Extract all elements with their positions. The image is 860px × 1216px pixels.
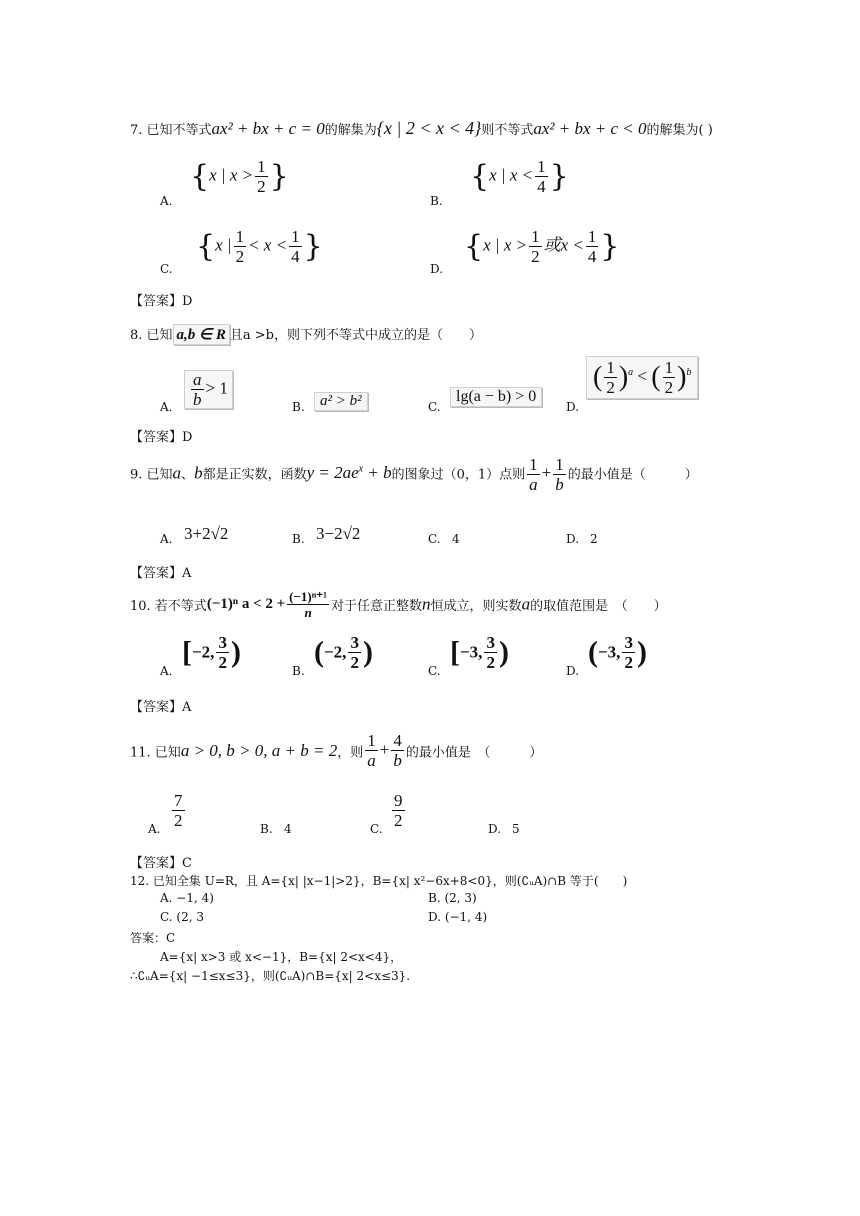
q7-option-a: {x | x > $\frac{1}{2}$ } xyxy=(190,157,289,196)
frac-den: b xyxy=(555,475,564,494)
q9-option-c-label: C. xyxy=(428,532,441,546)
frac-den: 2 xyxy=(664,378,674,397)
q7-option-b-label: B. xyxy=(430,194,443,208)
q9-sep: 、 xyxy=(181,467,195,483)
q7-option-d-label: D. xyxy=(430,262,444,276)
frac-num: 1 xyxy=(235,227,245,246)
q8-option-d: ( $\frac{1}{2}$ )$^a$ < ( $\frac{1}{2}$ )$^b$ xyxy=(586,356,698,399)
frac-num: 3 xyxy=(624,633,633,652)
q11-suffix: 的最小值是 （ ） xyxy=(405,745,543,761)
q7-option-a-text: x | x > xyxy=(209,165,254,185)
frac-num: 3 xyxy=(486,633,495,652)
bracket-open: ( xyxy=(588,635,598,669)
frac-num: 1 xyxy=(664,358,674,377)
q9-stem xyxy=(130,456,698,493)
q10-option-d-label: D. xyxy=(566,664,580,678)
exp-b: b xyxy=(686,366,692,378)
interval-start: −3, xyxy=(598,642,621,662)
q8-prefix: 8. 已知 xyxy=(130,328,173,343)
q10-option-b xyxy=(314,634,373,671)
q12-option-a: A. −1, 4) xyxy=(160,891,214,905)
q7-option-d: {x | x > $\frac{1}{2}$ 或x < $\frac{1}{4}$ } xyxy=(464,227,620,266)
q8-option-c-label: C. xyxy=(428,400,441,414)
frac-num: 1 xyxy=(555,455,564,474)
q10-lhs: (−1)ⁿ a < 2 + xyxy=(206,596,286,612)
frac-num: 1 xyxy=(257,157,266,176)
q12-solution-line1: A={x| x>3 或 x<−1}，B={x| 2<x<4}， xyxy=(160,950,403,964)
q8-option-d-label: D. xyxy=(566,400,580,414)
q11-option-a xyxy=(170,792,187,829)
q10-option-c xyxy=(450,634,509,671)
frac-num: 7 xyxy=(174,791,183,810)
q11-prefix: 11. 已知 xyxy=(130,745,181,761)
less-than: < xyxy=(637,366,647,386)
q10-mid: 对于任意正整数 xyxy=(331,599,423,614)
q8-option-a-tail: > 1 xyxy=(205,378,228,398)
frac-den: b xyxy=(393,751,402,770)
frac-den: n xyxy=(304,605,312,620)
var-b: b xyxy=(194,463,203,483)
q10-option-a-label: A. xyxy=(160,664,173,678)
q8-option-c xyxy=(450,386,542,407)
q7-option-d-pre: x | x > xyxy=(483,235,528,255)
q11-option-d-label: D. xyxy=(488,822,502,836)
q9-function-exp: x xyxy=(358,463,364,475)
frac-num: 3 xyxy=(218,633,227,652)
q10-suffix: 的取值范围是 （ ） xyxy=(530,599,667,614)
q9-mid2: 的图象过（0，1）点则 xyxy=(391,467,526,483)
interval-start: −3, xyxy=(460,642,483,662)
q7-option-c-mid: < x < xyxy=(248,235,288,255)
q11-option-d: 5 xyxy=(512,822,520,836)
frac-num: 1 xyxy=(606,358,615,377)
q8-option-a-label: A. xyxy=(160,400,173,414)
bracket-close: ) xyxy=(498,635,509,669)
q7-option-c: {x | $\frac{1}{2}$ < x < $\frac{1}{4}$ } xyxy=(196,227,323,266)
q9-function-main: y = 2ae xyxy=(306,463,359,483)
frac-den: 2 xyxy=(350,653,359,672)
var-a: a xyxy=(172,463,182,483)
frac-num: (−1)ⁿ⁺¹ xyxy=(289,589,328,604)
var-n: n xyxy=(422,594,431,614)
q7-option-b-text: x | x < xyxy=(489,165,534,185)
frac-den: a xyxy=(367,751,376,770)
q9-suffix: 的最小值是（ ） xyxy=(567,467,698,483)
q10-option-a xyxy=(182,634,241,671)
exp-a: a xyxy=(628,366,634,378)
q8-stem xyxy=(130,324,482,345)
q10-option-d xyxy=(588,634,647,671)
plus: + xyxy=(541,463,552,483)
frac-num: 9 xyxy=(394,791,403,810)
q9-option-a: 3+2√2 xyxy=(184,524,229,543)
var-a: a xyxy=(521,594,531,614)
frac-num: 3 xyxy=(350,633,359,652)
q9-option-c: 4 xyxy=(452,532,460,546)
frac-num: 1 xyxy=(537,157,546,176)
q10-option-b-label: B. xyxy=(292,664,305,678)
q12-solution-line2: ∴∁ᵤA={x| −1≤x≤3}，则(∁ᵤA)∩B={x| 2<x≤3}. xyxy=(130,969,411,983)
q7-set: {x | 2 < x < 4} xyxy=(376,118,482,138)
q9-function-tail: + b xyxy=(363,463,392,483)
q8-option-b xyxy=(314,390,368,411)
frac-num: 1 xyxy=(367,731,376,750)
q9-function xyxy=(307,463,392,482)
q12-stem: 12. 已知全集 U=R，且 A={x| |x−1|>2}，B={x| x²−6x+8<0}，则(∁ᵤA)∩B 等于( ) xyxy=(130,874,628,888)
q12-answer: 答案：C xyxy=(130,931,176,945)
q12-option-d: D. (−1, 4) xyxy=(428,910,488,924)
q9-prefix: 9. 已知 xyxy=(130,467,173,483)
q11-condition: a > 0, b > 0, a + b = 2 xyxy=(180,740,338,760)
q11-option-b: 4 xyxy=(284,822,292,836)
q11-option-b-label: B. xyxy=(260,822,273,836)
frac-den: 4 xyxy=(537,177,546,196)
bracket-close: ) xyxy=(636,635,647,669)
frac-den: 2 xyxy=(624,653,633,672)
interval-start: −2, xyxy=(324,642,347,662)
q7-equation: ax² + bx + c = 0 xyxy=(211,119,325,138)
q8-answer: 【答案】D xyxy=(130,430,193,445)
q12-option-b: B. (2, 3) xyxy=(428,891,477,905)
frac-num: a xyxy=(193,370,202,389)
frac-num: 1 xyxy=(587,227,597,246)
q9-option-b: 3−2√2 xyxy=(316,524,361,543)
q9-option-d-label: D. xyxy=(566,532,580,546)
frac-num: 1 xyxy=(531,227,540,246)
q11-option-c xyxy=(390,792,407,829)
q7-mid2: 则不等式 xyxy=(481,123,534,138)
q8-option-b-text: a² > b² xyxy=(314,392,368,411)
q8-suffix: 且a >b，则下列不等式中成立的是（ ） xyxy=(229,328,482,343)
bracket-open: ( xyxy=(314,635,324,669)
q9-answer: 【答案】A xyxy=(130,566,192,581)
q7-option-d-mid: 或x < xyxy=(543,235,584,255)
q7-option-b: {x | x < $\frac{1}{4}$ } xyxy=(470,157,569,196)
frac-den: 2 xyxy=(218,653,227,672)
frac-den: 4 xyxy=(587,247,597,266)
interval-start: −2, xyxy=(192,642,215,662)
q8-option-a xyxy=(184,370,233,409)
q9-expression xyxy=(525,455,568,494)
frac-den: 4 xyxy=(291,247,300,266)
q7-answer: 【答案】D xyxy=(130,294,193,309)
q10-option-c-label: C. xyxy=(428,664,441,678)
bracket-open: [ xyxy=(182,635,192,669)
q11-answer: 【答案】C xyxy=(130,856,192,871)
bracket-close: ) xyxy=(230,635,241,669)
frac-den: 2 xyxy=(235,247,245,266)
frac-den: 2 xyxy=(394,811,403,830)
q11-option-a-label: A. xyxy=(148,822,161,836)
frac-num: 1 xyxy=(529,455,538,474)
q11-stem xyxy=(130,732,542,769)
frac-num: 4 xyxy=(393,731,402,750)
q7-suffix: 的解集为( ) xyxy=(646,123,713,138)
q7-option-a-label: A. xyxy=(160,194,173,208)
frac-den: a xyxy=(529,475,538,494)
q8-condition-image: a,b ∈ R xyxy=(173,324,230,345)
q12-option-c: C. (2, 3 xyxy=(160,910,204,924)
q9-mid: 都是正实数，函数 xyxy=(202,467,307,483)
plus: + xyxy=(379,740,390,760)
bracket-open: [ xyxy=(450,635,460,669)
q10-stem xyxy=(130,590,667,619)
q10-prefix: 10. 若不等式 xyxy=(130,599,207,614)
frac-den: 2 xyxy=(174,811,183,830)
q9-option-d: 2 xyxy=(590,532,598,546)
frac-den: b xyxy=(193,390,202,409)
frac-num: 1 xyxy=(291,227,300,246)
q7-inequality: ax² + bx + c < 0 xyxy=(533,119,647,138)
q8-option-c-text: lg(a − b) > 0 xyxy=(450,387,542,407)
q7-option-c-label: C. xyxy=(160,262,173,276)
q9-option-b-label: B. xyxy=(292,532,305,546)
q8-option-b-label: B. xyxy=(292,400,305,414)
q11-mid: ，则 xyxy=(337,745,364,761)
frac-den: 2 xyxy=(486,653,495,672)
q7-mid: 的解集为 xyxy=(324,123,377,138)
q7-prefix: 7. 已知不等式 xyxy=(130,123,212,138)
q10-mid2: 恒成立，则实数 xyxy=(430,599,522,614)
q9-option-a-label: A. xyxy=(160,532,173,546)
frac-den: 2 xyxy=(257,177,266,196)
q7-option-c-pre: x | xyxy=(215,235,232,255)
q7-stem xyxy=(130,118,713,139)
bracket-close: ) xyxy=(362,635,373,669)
frac-den: 2 xyxy=(531,247,540,266)
q11-option-c-label: C. xyxy=(370,822,383,836)
frac-den: 2 xyxy=(606,378,615,397)
q10-answer: 【答案】A xyxy=(130,700,192,715)
